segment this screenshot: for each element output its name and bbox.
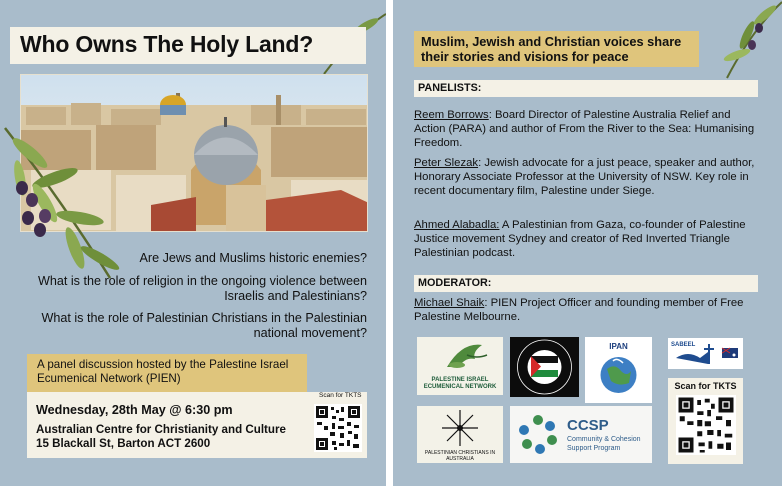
ccsp-logo: [510, 406, 652, 463]
pca-logo-text: PALESTINIAN CHRISTIANS IN AUSTRALIA: [424, 450, 496, 462]
headline-banner: Muslim, Jewish and Christian voices share their stories and visions for peace: [414, 31, 699, 67]
pien-logo-text: PALESTINE ISRAEL ECUMENICAL NETWORK: [423, 377, 497, 390]
ccsp-ring-icon: [510, 406, 566, 463]
sabeel-logo-text: SABEEL: [671, 342, 696, 348]
panelist-name: Ahmed Alabadla:: [414, 219, 500, 231]
title-banner: [10, 27, 366, 64]
canberra-group-logo: [510, 337, 579, 397]
qr-code-icon[interactable]: [314, 404, 362, 452]
question-1: Are Jews and Muslims historic enemies?: [139, 251, 367, 265]
panelist-name: Reem Borrows: [414, 109, 489, 121]
panelists-heading: PANELISTS:: [414, 80, 758, 97]
ipan-logo-text: IPAN: [609, 342, 628, 351]
panelist-bio: : Board Director of Palestine Australia Relief and Action (PARA) and author of From the River to the Sea: Humanising Freedom.: [414, 109, 755, 149]
scan-tickets-card: [668, 378, 743, 464]
olive-branch-icon: [0, 118, 130, 293]
panelist-bio: A Palestinian from Gaza, co-founder of Palestine Justice movement Sydney and creator of Red Inverted Triangle Palestinian podcast.: [414, 219, 746, 259]
ipan-logo: [585, 337, 652, 403]
left-flyer-panel: [0, 0, 386, 486]
ccsp-subtitle: [567, 435, 641, 453]
dove-icon: [417, 337, 503, 377]
right-flyer-panel: [393, 0, 782, 486]
sabeel-logo: [668, 338, 743, 369]
pien-logo: [417, 337, 503, 395]
host-banner: A panel discussion hosted by the Palestine Israel Ecumenical Network (PIEN): [27, 354, 307, 392]
ccsp-title: CCSP: [567, 417, 609, 434]
page-title: Who Owns The Holy Land?: [20, 31, 314, 57]
scan-label: Scan for TKTS: [674, 381, 737, 391]
moderator-bio: : PIEN Project Officer and founding member of Free Palestine Melbourne.: [414, 297, 744, 323]
question-3: What is the role of Palestinian Christians in the Palestinian national movement?: [41, 311, 367, 340]
event-venue: [36, 423, 286, 451]
qr-code-icon[interactable]: [676, 395, 736, 455]
star-cross-icon: [417, 406, 503, 450]
venue-name: Australian Centre for Christianity and Culture: [36, 423, 286, 436]
palestinian-christians-logo: [417, 406, 503, 463]
moderator-name: Michael Shaik: [414, 297, 485, 309]
panelist-peter-slezak: [414, 156, 764, 198]
panelist-bio: : Jewish advocate for a just peace, speaker and author, Honorary Associate Professor at the University of NSW. Key role in recent documentary film, Palestine under Siege.: [414, 157, 755, 197]
panelist-name: Peter Slezak: [414, 157, 479, 169]
ccsp-subtitle-line2: Support Program: [567, 445, 621, 452]
venue-address: 15 Blackall St, Barton ACT 2600: [36, 437, 211, 450]
olive-branch-icon: [707, 0, 782, 80]
panelist-reem-borrows: [414, 108, 764, 150]
scan-label: Scan for TKTS: [319, 392, 362, 399]
moderator-heading: MODERATOR:: [414, 275, 758, 292]
ccsp-subtitle-line1: Community & Cohesion: [567, 436, 641, 443]
event-details-card: [27, 392, 367, 458]
panelist-ahmed-alabadla: [414, 218, 764, 260]
question-2: What is the role of religion in the ongoing violence between Israelis and Palestinians?: [37, 274, 367, 303]
event-date: Wednesday, 28th May @ 6:30 pm: [36, 403, 233, 417]
moderator-michael-shaik: [414, 296, 764, 324]
